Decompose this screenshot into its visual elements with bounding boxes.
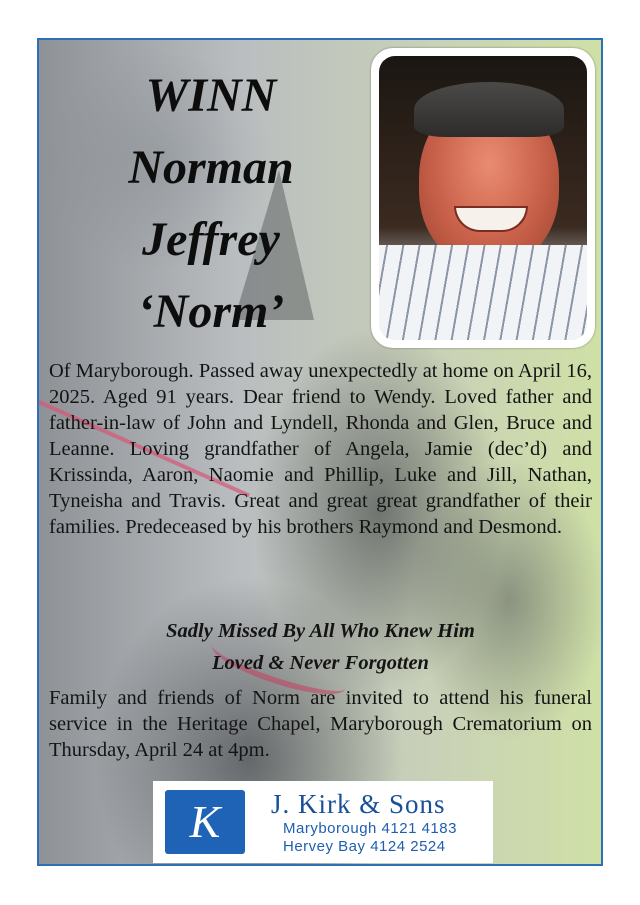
portrait-hair	[414, 82, 564, 137]
portrait-photo	[379, 56, 587, 340]
surname: WINN	[145, 69, 277, 122]
logo-letter: K	[189, 796, 221, 847]
kirk-logo-mark	[165, 790, 245, 854]
funeral-director-name: J. Kirk & Sons	[271, 789, 446, 819]
phone-maryborough: Maryborough 4121 4183	[283, 820, 457, 837]
funeral-director-logo	[153, 781, 493, 863]
death-notice	[37, 38, 603, 866]
given-name: Norman	[128, 141, 294, 194]
phone-hervey-bay: Hervey Bay 4124 2524	[283, 838, 446, 855]
portrait-shirt	[379, 245, 587, 340]
obituary-text: Of Maryborough. Passed away unexpectedly at home on April 16, 2025. Aged 91 years. Dear friend to Wendy. Loved father and father-in-law of John and Lyndell, Rhonda and Glen, Bruce and Leanne. Loving grandfather of Angela, Jamie (dec’d) and Krissinda, Aaron, Naomie and Phillip, Luke and Jill, Nathan, Tyneisha and Travis. Great and great great grandfather of their families. Predeceased by his brothers Raymond and Desmond.	[49, 360, 592, 538]
funeral-text: Family and friends of Norm are invited to attend his funeral service in the Heritage Chapel, Maryborough Crematorium on Thursday, April 24 at 4pm.	[49, 687, 592, 761]
portrait-frame	[371, 48, 595, 348]
verse-line-2: Loved & Never Forgotten	[212, 652, 429, 674]
middle-name: Jeffrey	[142, 213, 280, 266]
nickname: ‘Norm’	[137, 285, 285, 338]
verse-line-1: Sadly Missed By All Who Knew Him	[166, 620, 475, 642]
funeral-director-details	[271, 788, 457, 856]
